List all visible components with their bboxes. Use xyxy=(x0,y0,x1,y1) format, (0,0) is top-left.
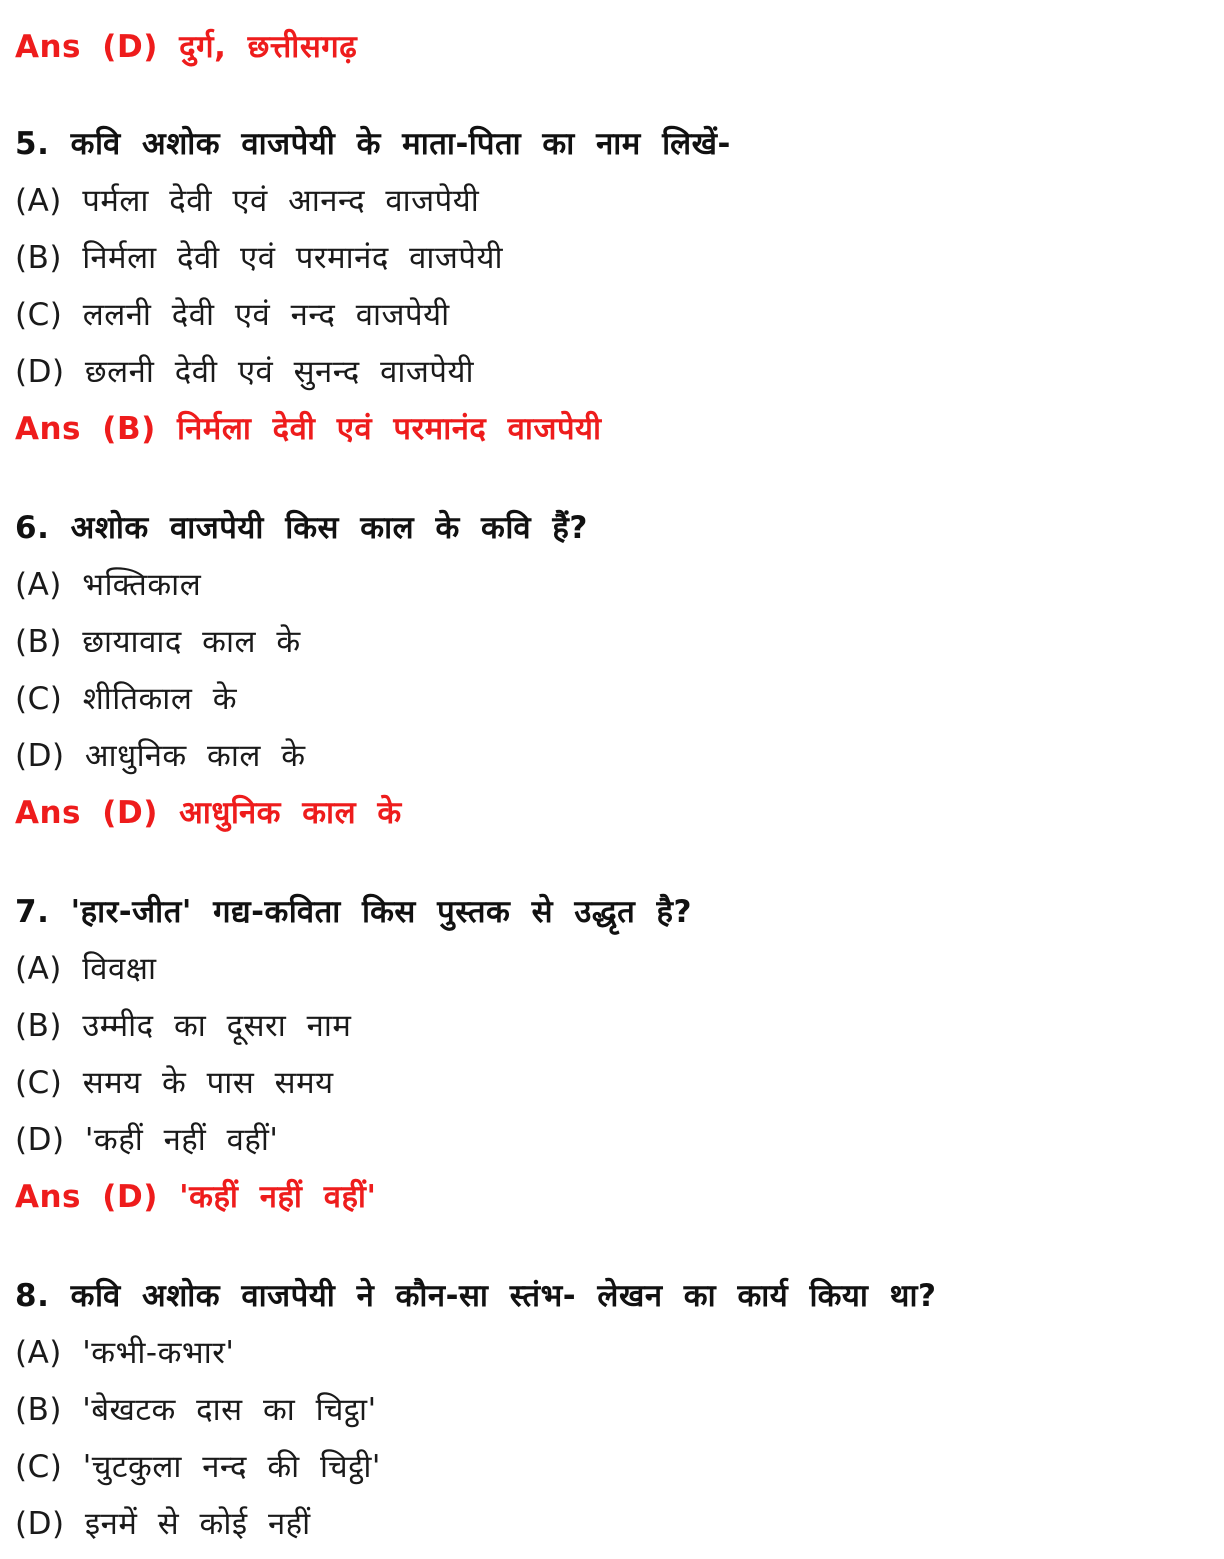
question-8: 8. कवि अशोक वाजपेयी ने कौन-सा स्तंभ- लेखन का कार्य किया था? xyxy=(15,1278,937,1314)
option-5d: (D) छलनी देवी एवं सुनन्द वाजपेयी xyxy=(15,354,475,390)
option-5b: (B) निर्मला देवी एवं परमानंद वाजपेयी xyxy=(15,240,504,276)
option-6c: (C) शीतिकाल के xyxy=(15,681,238,717)
option-7c: (C) समय के पास समय xyxy=(15,1065,334,1101)
option-7a: (A) विवक्षा xyxy=(15,951,157,987)
option-5c: (C) ललनी देवी एवं नन्द वाजपेयी xyxy=(15,297,450,333)
question-6: 6. अशोक वाजपेयी किस काल के कवि हैं? xyxy=(15,510,588,546)
question-7: 7. 'हार-जीत' गद्य-कविता किस पुस्तक से उद्धृत है? xyxy=(15,894,692,930)
answer-q5: Ans (B) निर्मला देवी एवं परमानंद वाजपेयी xyxy=(15,411,602,447)
option-6b: (B) छायावाद काल के xyxy=(15,624,301,660)
question-5: 5. कवि अशोक वाजपेयी के माता-पिता का नाम लिखें- xyxy=(15,126,731,162)
option-8c: (C) 'चुटकुला नन्द की चिट्ठी' xyxy=(15,1449,381,1485)
option-5a: (A) पर्मला देवी एवं आनन्द वाजपेयी xyxy=(15,183,480,219)
option-6d: (D) आधुनिक काल के xyxy=(15,738,306,774)
answer-q7: Ans (D) 'कहीं नहीं वहीं' xyxy=(15,1179,377,1215)
option-8b: (B) 'बेखटक दास का चिट्ठा' xyxy=(15,1392,377,1428)
option-8a: (A) 'कभी-कभार' xyxy=(15,1335,235,1371)
option-6a: (A) भक्तिकाल xyxy=(15,567,202,603)
answer-q4: Ans (D) दुर्ग, छत्तीसगढ़ xyxy=(15,29,358,65)
option-7b: (B) उम्मीद का दूसरा नाम xyxy=(15,1008,352,1044)
answer-q6: Ans (D) आधुनिक काल के xyxy=(15,795,402,831)
option-8d: (D) इनमें से कोई नहीं xyxy=(15,1506,311,1542)
option-7d: (D) 'कहीं नहीं वहीं' xyxy=(15,1122,279,1158)
